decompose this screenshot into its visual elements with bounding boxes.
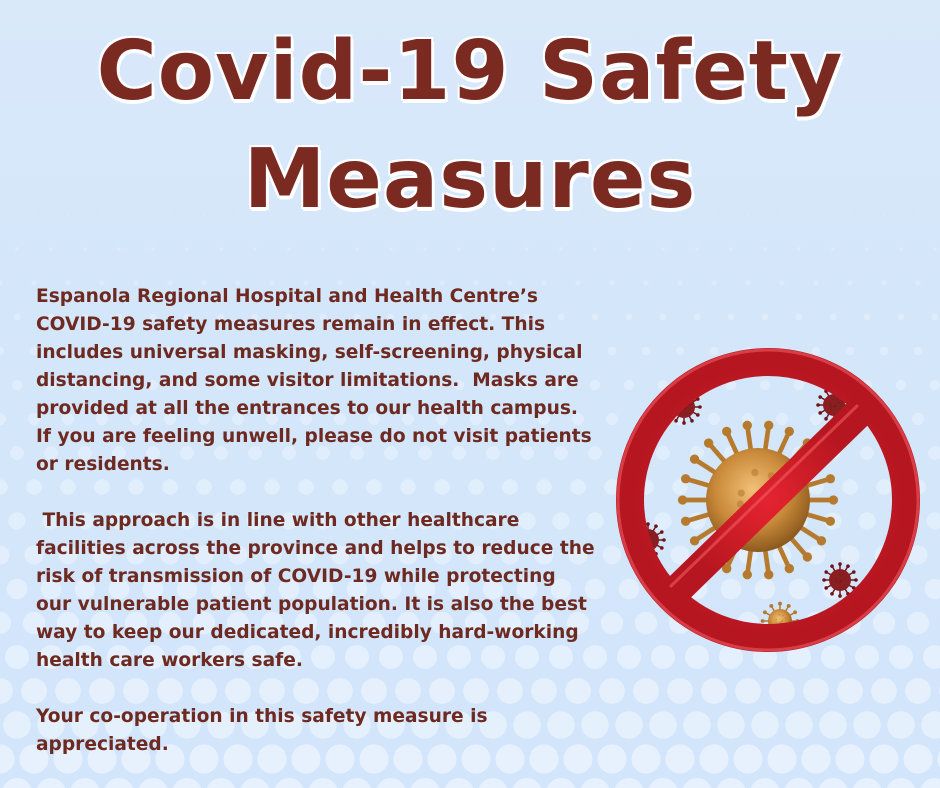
no-virus-prohibition-icon [608,335,928,655]
paragraph-2: This approach is in line with other healthcare facilities across the province and helps to reduce the risk of transmission of COVID-19 while protecting our vulnerable patient population. It is also the best way to keep our dedicated, incredibly hard-working health care workers safe. [36,510,602,671]
message-body [36,283,602,787]
paragraph-1: Espanola Regional Hospital and Health Centre’s COVID-19 safety measures remain in effect. This includes universal masking, self-screening, physical distancing, and some visitor limitations. Masks are provided at all the entrances to our health campus. If you are feeling unwell, please do not visit patients or residents. [36,286,599,475]
title-line-1: Covid-19 Safety [96,24,844,119]
page-title [0,18,940,234]
paragraph-3: Your co-operation in this safety measure is appreciated. [36,706,495,755]
title-line-2: Measures [243,132,697,227]
